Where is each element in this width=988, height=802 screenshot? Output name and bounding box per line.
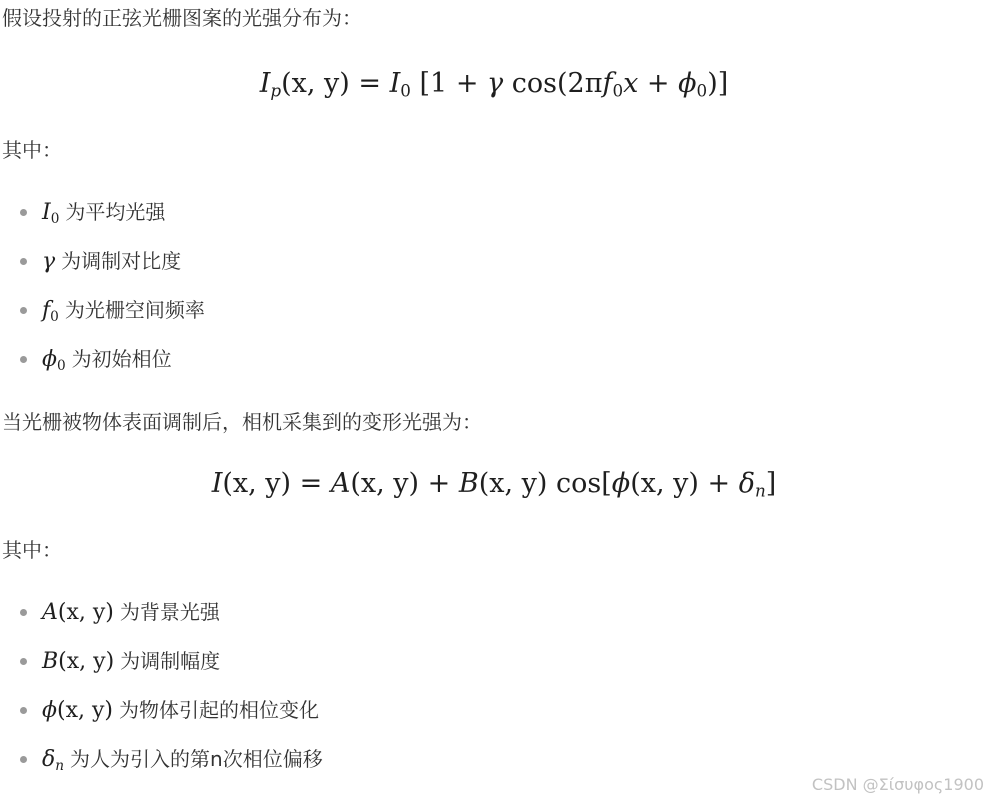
formula2-phi: ϕ: [611, 468, 631, 499]
formula2-close: ]: [765, 468, 777, 499]
bullet-dot-icon: [20, 707, 27, 714]
formula1-i0-sub: 0: [400, 80, 411, 101]
item-text: 为调制对比度: [61, 249, 182, 273]
item-symbol: f: [42, 298, 51, 323]
formula2-delta-sub: n: [754, 480, 766, 501]
formula1-lhs-sub: p: [270, 80, 282, 101]
formula2-a: A: [330, 468, 351, 499]
where-label-1: 其中：: [2, 138, 62, 162]
list-item: [0, 735, 323, 784]
formula1-i0: I: [389, 68, 401, 99]
formula2-delta: δ: [738, 468, 755, 499]
item-math: [42, 249, 55, 274]
bullet-dot-icon: [20, 307, 27, 314]
item-symbol-sub: 0: [50, 308, 59, 325]
formula1-close: )]: [707, 68, 729, 99]
deformed-intensity-formula: [0, 466, 988, 502]
formula1-phi-sub: 0: [696, 80, 708, 101]
item-text: 为人为引入的第n次相位偏移: [70, 747, 323, 771]
bullet-dot-icon: [20, 258, 27, 265]
formula2-args4: (x, y) +: [630, 468, 739, 499]
formula1-eq: =: [349, 68, 390, 99]
item-symbol: B: [42, 649, 59, 674]
formula1-x: x: [623, 68, 639, 99]
item-symbol-args: (x, y): [58, 649, 115, 674]
intro-text: 假设投射的正弦光栅图案的光强分布为：: [2, 6, 362, 30]
item-math: [42, 649, 114, 674]
formula2-args3: (x, y) cos[: [478, 468, 612, 499]
item-math: [42, 600, 114, 625]
item-math: [42, 200, 59, 225]
item-symbol-args: (x, y): [57, 600, 114, 625]
item-math: [42, 698, 113, 723]
parameter-list-2: [0, 588, 323, 784]
list-item: [0, 335, 205, 384]
list-item: [0, 286, 205, 335]
parameter-list-1: [0, 188, 205, 384]
formula1-f: f: [602, 68, 613, 99]
item-symbol: A: [42, 600, 58, 625]
item-text: 为初始相位: [71, 347, 172, 371]
list-item: [0, 686, 323, 735]
formula2-b: B: [458, 468, 479, 499]
list-item: [0, 637, 323, 686]
bullet-dot-icon: [20, 658, 27, 665]
list-item: [0, 188, 205, 237]
bullet-dot-icon: [20, 356, 27, 363]
formula2-i: I: [211, 468, 223, 499]
item-symbol-sub: n: [55, 757, 65, 774]
item-text: 为平均光强: [65, 200, 166, 224]
modulated-intro-text: 当光栅被物体表面调制后，相机采集到的变形光强为：: [2, 410, 482, 434]
list-item: [0, 237, 205, 286]
item-symbol: δ: [42, 747, 56, 772]
item-symbol: I: [42, 200, 51, 225]
formula1-phi: ϕ: [678, 68, 697, 99]
formula2-args2: (x, y) +: [350, 468, 459, 499]
formula1-lhs: I: [259, 68, 271, 99]
list-item: [0, 588, 323, 637]
item-text: 为光栅空间频率: [64, 298, 205, 322]
bullet-dot-icon: [20, 209, 27, 216]
bullet-dot-icon: [20, 756, 27, 763]
where-label-2: 其中：: [2, 538, 62, 562]
formula1-plus: +: [638, 68, 679, 99]
item-text: 为背景光强: [119, 600, 220, 624]
formula1-gamma: γ: [487, 68, 504, 99]
item-math: [42, 747, 64, 772]
csdn-watermark: CSDN @Σίσυφος1900: [811, 775, 984, 794]
item-symbol: γ: [42, 249, 56, 274]
formula1-cos: cos(2π: [503, 68, 603, 99]
item-symbol-sub: 0: [57, 357, 66, 374]
item-math: [42, 298, 59, 323]
item-text: 为调制幅度: [120, 649, 221, 673]
formula1-args: (x, y): [281, 68, 350, 99]
formula1-f-sub: 0: [612, 80, 624, 101]
formula2-args1: (x, y) =: [222, 468, 331, 499]
formula1-open: [1 +: [410, 68, 488, 99]
projected-intensity-formula: [0, 66, 988, 102]
item-text: 为物体引起的相位变化: [119, 698, 319, 722]
bullet-dot-icon: [20, 609, 27, 616]
item-symbol-args: (x, y): [57, 698, 113, 723]
item-symbol: ϕ: [42, 347, 57, 372]
item-math: [42, 347, 66, 372]
item-symbol-sub: 0: [50, 210, 60, 227]
item-symbol: ϕ: [42, 698, 57, 723]
